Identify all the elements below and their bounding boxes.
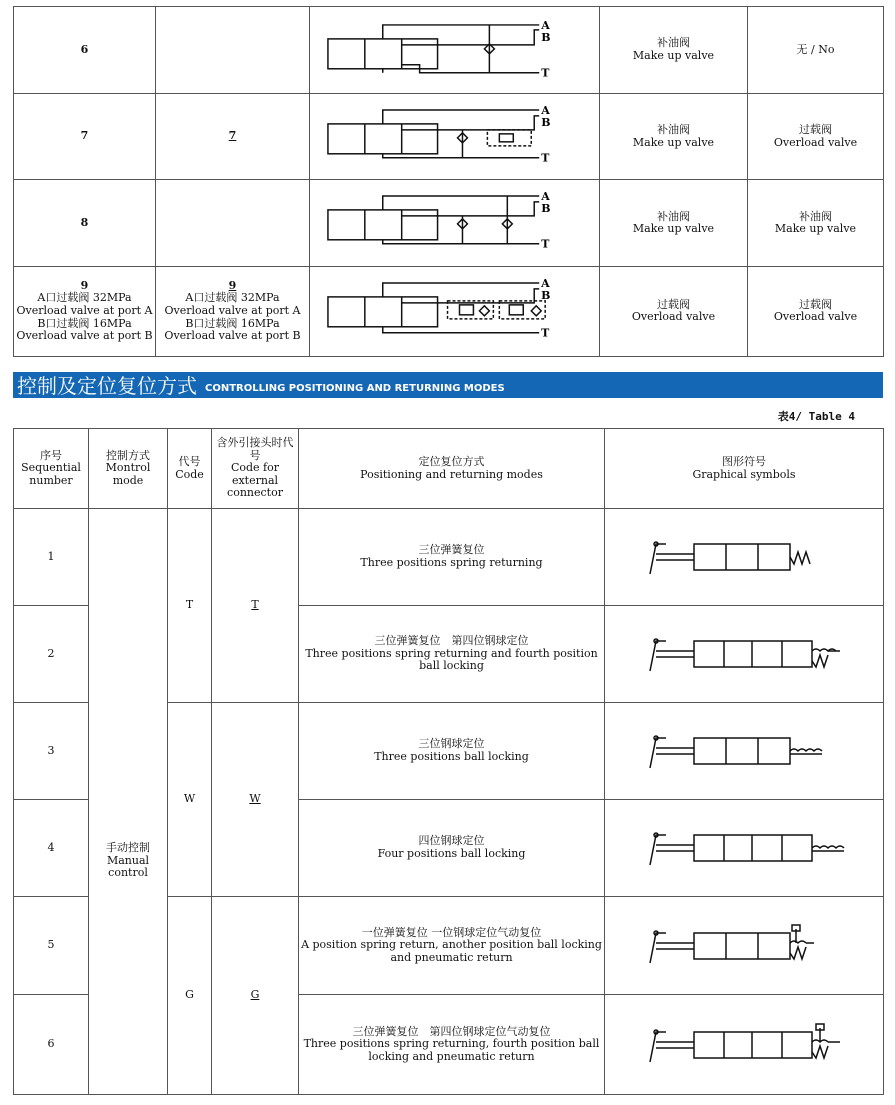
hydraulic-symbol-icon bbox=[310, 180, 599, 266]
hydraulic-symbol-icon bbox=[310, 94, 599, 180]
note-b-en: Overload valve at port B bbox=[16, 329, 153, 343]
port-b-valve-en: Overload valve bbox=[773, 135, 858, 149]
header-mode-cn: 控制方式 bbox=[106, 448, 150, 462]
mode-desc-en: Three positions spring returning and fourth position ball locking bbox=[305, 646, 598, 673]
mode-desc-cn: 三位钢球定位 bbox=[418, 737, 485, 751]
table-row bbox=[14, 7, 884, 94]
four-ball-lock-symbol-icon bbox=[634, 825, 854, 871]
header-mode-en: Montrol mode bbox=[105, 461, 151, 487]
row-number: 1 bbox=[14, 509, 89, 606]
svg-text:T: T bbox=[541, 238, 550, 252]
section-banner bbox=[13, 372, 883, 398]
port-b-valve-en: 无 / No bbox=[796, 42, 835, 56]
port-b-valve-cn: 过载阀 bbox=[799, 122, 832, 136]
mode-desc-cn: 三位弹簧复位 bbox=[418, 543, 485, 557]
control-mode-cn: 手动控制 bbox=[106, 841, 150, 855]
row-number: 4 bbox=[14, 800, 89, 897]
header-code-cn: 代号 bbox=[178, 454, 201, 468]
valve-option-table bbox=[13, 6, 884, 357]
svg-text:B: B bbox=[541, 288, 551, 302]
row-code bbox=[156, 180, 310, 267]
control-modes-table bbox=[13, 428, 884, 1095]
port-b-valve-cn: 补油阀 bbox=[799, 209, 832, 223]
row-number: 7 bbox=[14, 93, 156, 180]
note-b-cn: B口过载阀 16MPa bbox=[37, 316, 132, 330]
valve-diagram bbox=[310, 180, 600, 267]
section-title-en: CONTROLLING POSITIONING AND RETURNING MODES bbox=[205, 383, 505, 394]
port-b-valve-en: Overload valve bbox=[773, 310, 858, 324]
svg-text:A: A bbox=[541, 103, 550, 117]
row-number: 8 bbox=[14, 180, 156, 267]
svg-text:A: A bbox=[541, 190, 550, 204]
table-header-row bbox=[14, 429, 884, 509]
spring-ball-pneumatic-symbol-icon bbox=[634, 1022, 854, 1068]
header-code-en: Code bbox=[175, 467, 204, 481]
mode-desc-cn: 三位弹簧复位 第四位钢球定位 bbox=[374, 634, 529, 648]
valve-diagram bbox=[310, 267, 600, 357]
mode-desc-cn: 一位弹簧复位 一位钢球定位气动复位 bbox=[361, 925, 542, 939]
group-code: W bbox=[168, 703, 212, 897]
ball-lock-symbol-icon bbox=[634, 728, 854, 774]
port-b-valve-cn: 过载阀 bbox=[799, 297, 832, 311]
section-title-cn: 控制及定位复位方式 bbox=[17, 374, 197, 398]
row-number: 6 bbox=[14, 995, 89, 1095]
row-code: 7 bbox=[156, 93, 310, 180]
port-a-valve-cn: 补油阀 bbox=[657, 36, 690, 50]
spring-ball-lock-symbol-icon bbox=[634, 631, 854, 677]
header-no-cn: 序号 bbox=[40, 448, 62, 462]
mode-desc-en: A position spring return, another position ball locking and pneumatic return bbox=[301, 938, 602, 964]
port-t-label: T bbox=[541, 66, 550, 80]
svg-text:B: B bbox=[541, 202, 551, 216]
mode-desc-cn: 四位钢球定位 bbox=[418, 834, 485, 848]
port-a-valve-en: Overload valve bbox=[631, 310, 716, 324]
row-code: 9 bbox=[228, 278, 237, 292]
header-sym-cn: 图形符号 bbox=[722, 454, 766, 468]
table-row bbox=[14, 509, 884, 606]
row-number: 5 bbox=[14, 897, 89, 995]
table-label: 表4/ Table 4 bbox=[777, 410, 855, 423]
spring-return-symbol-icon bbox=[634, 534, 854, 580]
header-ext-cn: 含外引接头时代号 bbox=[216, 435, 294, 462]
header-pos-en: Positioning and returning modes bbox=[360, 467, 543, 481]
group-ext-code: G bbox=[212, 897, 299, 1095]
table-row: 9 A口过载阀 32MPa Overload valve at port A B口过载阀 16MPa Overload valve at port B 9 A口过载阀 32MPa Overload valve at port A B口过载阀 16MPa Overload valve at port B A B T 过载阀 Overload valve 过载阀 Overload valve bbox=[14, 267, 884, 357]
hydraulic-symbol-icon bbox=[310, 267, 599, 356]
svg-text:A: A bbox=[541, 277, 550, 291]
control-mode-en: Manual control bbox=[106, 853, 150, 880]
hydraulic-symbol-icon bbox=[310, 7, 599, 93]
valve-diagram bbox=[310, 7, 600, 94]
group-ext-code: T bbox=[212, 509, 299, 703]
mode-desc-en: Three positions spring returning bbox=[360, 556, 543, 569]
port-b-label: B bbox=[541, 30, 551, 44]
table-row bbox=[14, 93, 884, 180]
table-row bbox=[14, 180, 884, 267]
group-code: T bbox=[168, 509, 212, 703]
note-a-en: Overload valve at port A bbox=[16, 304, 153, 318]
port-a-valve-en: Make up valve bbox=[632, 48, 715, 62]
pneumatic-return-symbol-icon bbox=[634, 923, 854, 969]
header-pos-cn: 定位复位方式 bbox=[418, 454, 485, 468]
mode-desc-en: Three positions ball locking bbox=[374, 750, 529, 763]
svg-text:T: T bbox=[541, 326, 550, 340]
port-a-label: A bbox=[541, 18, 550, 32]
port-a-valve-cn: 过载阀 bbox=[657, 297, 690, 311]
valve-diagram bbox=[310, 93, 600, 180]
group-ext-code: W bbox=[212, 703, 299, 897]
row-code bbox=[156, 7, 310, 94]
port-b-valve-en: Make up valve bbox=[774, 222, 857, 236]
port-a-valve-cn: 补油阀 bbox=[657, 209, 690, 223]
note-a-cn: A口过载阀 32MPa bbox=[37, 291, 132, 305]
group-code: G bbox=[168, 897, 212, 1095]
row-number: 6 bbox=[14, 7, 156, 94]
port-a-valve-cn: 补油阀 bbox=[657, 122, 690, 136]
svg-text:T: T bbox=[541, 151, 550, 165]
row-number: 2 bbox=[14, 606, 89, 703]
row-number: 9 bbox=[80, 278, 89, 292]
header-no-en: Sequential number bbox=[21, 461, 81, 487]
header-ext-en: Code for external connector bbox=[227, 461, 283, 500]
mode-desc-cn: 三位弹簧复位 第四位钢球定位气动复位 bbox=[352, 1024, 551, 1038]
port-a-valve-en: Make up valve bbox=[632, 222, 715, 236]
mode-desc-en: Three positions spring returning, fourth position ball locking and pneumatic return bbox=[303, 1037, 600, 1063]
svg-text:B: B bbox=[541, 115, 551, 129]
header-sym-en: Graphical symbols bbox=[692, 467, 796, 481]
mode-desc-en: Four positions ball locking bbox=[377, 847, 526, 860]
port-a-valve-en: Make up valve bbox=[632, 135, 715, 149]
row-number: 3 bbox=[14, 703, 89, 800]
